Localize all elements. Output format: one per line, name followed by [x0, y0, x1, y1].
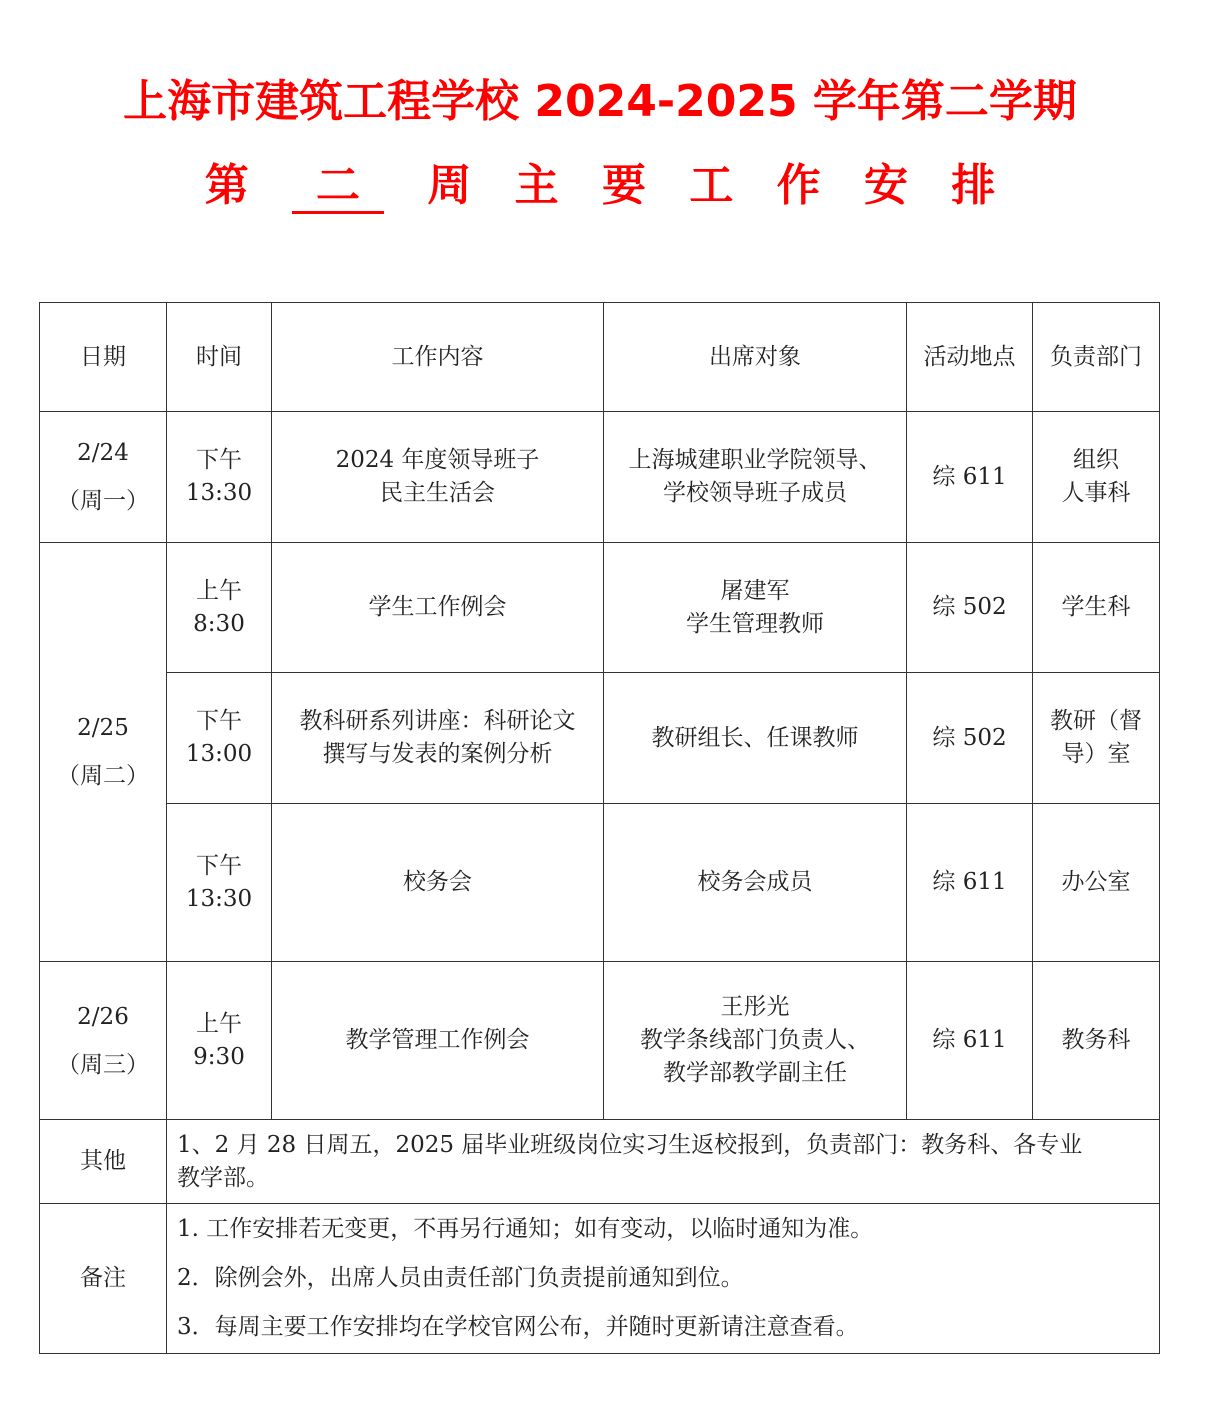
- remarks-row: [40, 1204, 1160, 1354]
- time-value: 13:30: [185, 885, 253, 912]
- time-period: 上午: [196, 1010, 242, 1037]
- other-row: [40, 1120, 1160, 1204]
- header-cell: 日期: [40, 303, 167, 412]
- attendees-line: 屠建军: [720, 577, 790, 604]
- remark-item: 2．除例会外，出席人员由责任部门负责提前通知到位。: [177, 1265, 744, 1291]
- attendees-line: 学生管理教师: [686, 610, 824, 637]
- weekday: （周二）: [57, 763, 149, 789]
- subtitle-char: 排: [951, 160, 996, 211]
- table-row: [40, 673, 1160, 804]
- attendees-line: 教学部教学副主任: [663, 1060, 847, 1086]
- location-cell: 综 611: [907, 804, 1033, 962]
- time-value: 13:30: [185, 480, 253, 506]
- department-cell: 学生科: [1033, 543, 1160, 673]
- location-cell: 综 611: [907, 412, 1033, 543]
- content-line: 撰写与发表的案例分析: [322, 741, 553, 767]
- attendees-cell: [604, 412, 907, 543]
- department-line: 教研（督: [1050, 708, 1142, 734]
- content-line: 民主生活会: [380, 480, 495, 506]
- remark-item: 1. 工作安排若无变更，不再另行通知；如有变动，以临时通知为准。: [177, 1216, 874, 1242]
- content-cell: [272, 673, 604, 804]
- attendees-cell: 校务会成员: [604, 804, 907, 962]
- date: 2/26: [77, 1003, 129, 1030]
- table-header-row: [40, 303, 1160, 412]
- page-subtitle: [0, 156, 1200, 216]
- date-cell: [40, 543, 167, 962]
- time-period: 上午: [196, 577, 242, 604]
- other-label: 其他: [40, 1120, 167, 1204]
- attendees-cell: [604, 962, 907, 1120]
- content-cell: 学生工作例会: [272, 543, 604, 673]
- date: 2/25: [77, 715, 129, 741]
- date-cell: [40, 962, 167, 1120]
- other-line: 教学部。: [177, 1164, 269, 1191]
- time-period: 下午: [196, 708, 242, 734]
- table-row: [40, 962, 1160, 1120]
- time-value: 8:30: [193, 610, 245, 637]
- table-row: [40, 804, 1160, 962]
- remarks-label: 备注: [40, 1204, 167, 1354]
- time-cell: [167, 543, 272, 673]
- table-row: [40, 412, 1160, 543]
- page-title: 上海市建筑工程学校 2024-2025 学年第二学期: [123, 76, 1077, 127]
- subtitle-char: 工: [689, 160, 734, 211]
- attendees-line: 教学条线部门负责人、: [640, 1027, 870, 1053]
- subtitle-char: 第: [204, 160, 249, 211]
- time-value: 9:30: [193, 1043, 245, 1070]
- time-cell: [167, 804, 272, 962]
- subtitle-char: 要: [602, 160, 646, 211]
- header-cell: 时间: [167, 303, 272, 412]
- location-cell: 综 502: [907, 543, 1033, 673]
- attendees-line: 学校领导班子成员: [663, 480, 847, 506]
- attendees-cell: [604, 543, 907, 673]
- schedule-table: [39, 302, 1160, 1354]
- weekday: （周一）: [57, 488, 149, 514]
- attendees-cell: 教研组长、任课教师: [604, 673, 907, 804]
- header-cell: 负责部门: [1033, 303, 1160, 412]
- subtitle-char: 主: [514, 160, 559, 211]
- table-row: [40, 543, 1160, 673]
- location-cell: 综 502: [907, 673, 1033, 804]
- content-line: 教科研系列讲座：科研论文: [299, 708, 576, 734]
- subtitle-char: 作: [776, 160, 821, 211]
- time-cell: [167, 962, 272, 1120]
- time-cell: [167, 412, 272, 543]
- content-cell: [272, 412, 604, 543]
- date: 2/24: [77, 440, 129, 466]
- header-cell: 工作内容: [272, 303, 604, 412]
- subtitle-char: 安: [863, 160, 908, 211]
- department-cell: 教务科: [1033, 962, 1160, 1120]
- time-value: 13:00: [185, 741, 253, 767]
- content-cell: 教学管理工作例会: [272, 962, 604, 1120]
- remark-item: 3．每周主要工作安排均在学校官网公布，并随时更新请注意查看。: [177, 1314, 859, 1340]
- week-number: 二: [292, 161, 384, 214]
- attendees-line: 王彤光: [720, 994, 790, 1020]
- content-line: 2024 年度领导班子: [335, 447, 540, 473]
- department-line: 导）室: [1061, 741, 1131, 767]
- time-cell: [167, 673, 272, 804]
- weekday: （周三）: [57, 1051, 149, 1078]
- department-cell: [1033, 412, 1160, 543]
- location-cell: 综 611: [907, 962, 1033, 1120]
- date-cell: [40, 412, 167, 543]
- attendees-line: 上海城建职业学院领导、: [628, 447, 882, 473]
- department-line: 组织: [1073, 447, 1119, 473]
- content-cell: 校务会: [272, 804, 604, 962]
- time-period: 下午: [196, 447, 242, 473]
- department-cell: 办公室: [1033, 804, 1160, 962]
- department-cell: [1033, 673, 1160, 804]
- other-line: 1、2 月 28 日周五，2025 届毕业班级岗位实习生返校报到，负责部门：教务科、各专业: [177, 1131, 1083, 1158]
- time-period: 下午: [196, 852, 242, 879]
- department-line: 人事科: [1061, 480, 1131, 506]
- subtitle-char: 周: [427, 160, 472, 211]
- remarks-content: [167, 1204, 1160, 1354]
- other-content: [167, 1120, 1160, 1204]
- header-cell: 活动地点: [907, 303, 1033, 412]
- header-cell: 出席对象: [604, 303, 907, 412]
